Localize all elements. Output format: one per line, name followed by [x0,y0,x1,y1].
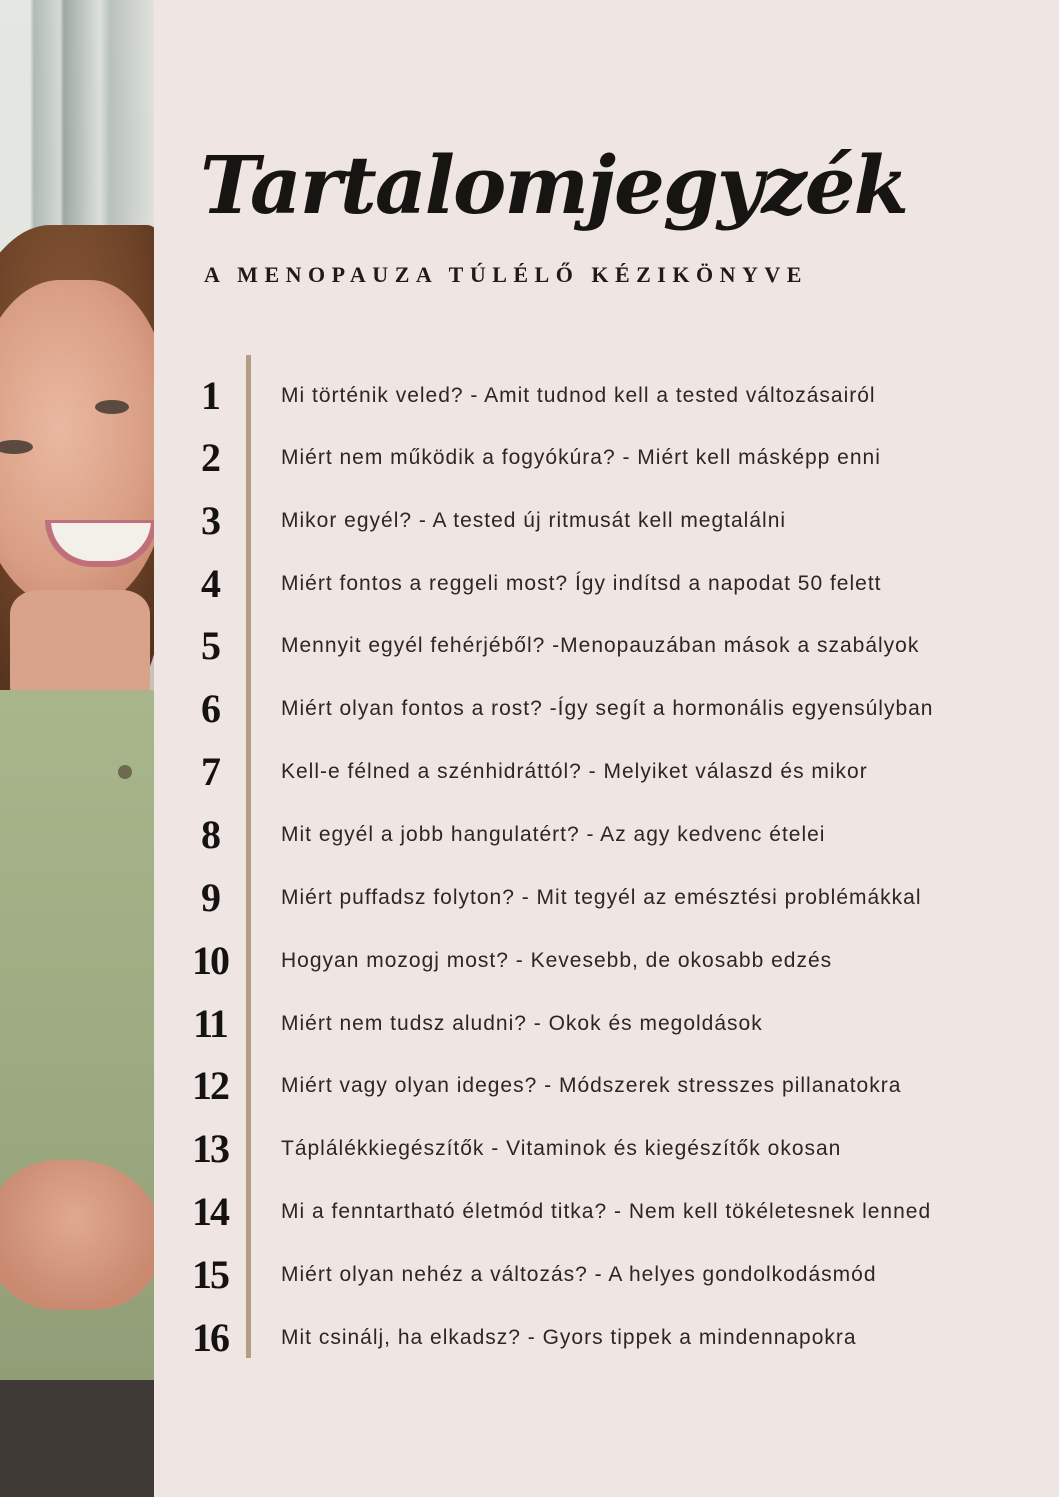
toc-title: Kell-e félned a szénhidráttól? - Melyiket válaszd és mikor [281,760,868,783]
toc-number: 6 [201,686,219,731]
toc-entry[interactable] [170,559,1040,609]
toc-title: Hogyan mozogj most? - Kevesebb, de okosabb edzés [281,949,833,972]
toc-number: 10 [192,938,228,983]
toc-number: 3 [201,498,219,543]
toc-number: 13 [192,1126,228,1171]
toc-number: 1 [201,373,219,418]
toc-title: Miért olyan nehéz a változás? - A helyes gondolkodásmód [281,1263,877,1286]
page-title: Tartalomjegyzék [200,138,908,232]
toc-title: Miért olyan fontos a rost? -Így segít a hormonális egyensúlyban [281,697,934,720]
toc-entry[interactable] [170,1313,1040,1363]
page-subtitle: A MENOPAUZA TÚLÉLŐ KÉZIKÖNYVE [204,262,808,287]
toc-number: 11 [193,1001,227,1046]
toc-entry[interactable] [170,999,1040,1049]
toc-entry[interactable] [170,747,1040,797]
toc-title: Mi történik veled? - Amit tudnod kell a tested változásairól [281,384,876,407]
toc-title: Mikor egyél? - A tested új ritmusát kell megtalálni [281,509,787,532]
toc-title: Mit csinálj, ha elkadsz? - Gyors tippek a mindennapokra [281,1326,857,1349]
toc-title: Mennyit egyél fehérjéből? -Menopauzában mások a szabályok [281,634,920,657]
toc-title: Miért nem működik a fogyókúra? - Miért kell másképp enni [281,446,881,469]
toc-entry[interactable] [170,621,1040,671]
photo-bottom [0,1380,154,1497]
toc-number: 15 [192,1252,228,1297]
toc-number: 5 [201,623,219,668]
toc-entry[interactable] [170,371,1040,421]
toc-entry[interactable] [170,433,1040,483]
toc-entry[interactable] [170,1124,1040,1174]
portrait-photo [0,0,154,1497]
toc-number: 4 [201,561,219,606]
toc-number: 7 [201,749,219,794]
toc-entry[interactable] [170,1187,1040,1237]
photo-hands [0,1160,154,1310]
toc-title: Táplálékkiegészítők - Vitaminok és kiegészítők okosan [281,1137,842,1160]
toc-title: Mi a fenntartható életmód titka? - Nem kell tökéletesnek lenned [281,1200,932,1223]
toc-number: 8 [201,812,219,857]
toc-entry[interactable] [170,496,1040,546]
toc-number: 14 [192,1189,228,1234]
photo-shirt-button [118,765,132,779]
toc-number: 16 [192,1315,228,1360]
toc-entry[interactable] [170,1061,1040,1111]
toc-title: Mit egyél a jobb hangulatért? - Az agy kedvenc ételei [281,823,826,846]
toc-title: Miért puffadsz folyton? - Mit tegyél az emésztési problémákkal [281,886,922,909]
toc-number: 2 [201,435,219,480]
toc-entry[interactable] [170,873,1040,923]
toc-entry[interactable] [170,936,1040,986]
toc-entry[interactable] [170,684,1040,734]
toc-number: 12 [192,1063,228,1108]
toc-title: Miért fontos a reggeli most? Így indítsd a napodat 50 felett [281,572,882,595]
toc-entry[interactable] [170,810,1040,860]
toc-number: 9 [201,875,219,920]
toc-title: Miért vagy olyan ideges? - Módszerek stresszes pillanatokra [281,1074,902,1097]
toc-entry[interactable] [170,1250,1040,1300]
photo-eye-right [95,400,129,414]
toc-title: Miért nem tudsz aludni? - Okok és megoldások [281,1012,763,1035]
